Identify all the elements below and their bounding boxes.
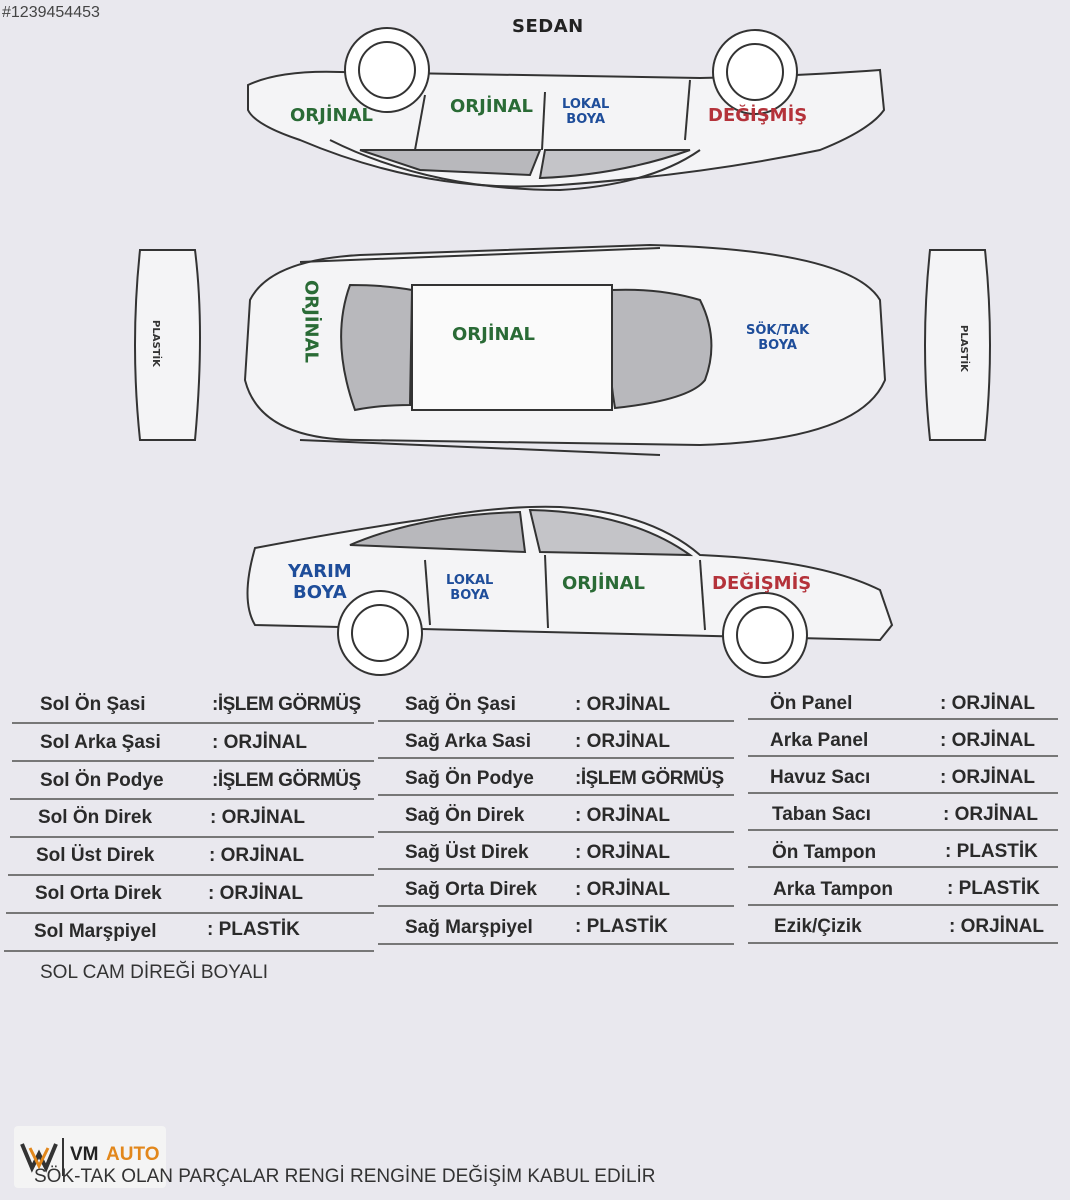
divider: [6, 912, 374, 914]
divider: [748, 866, 1058, 868]
table-row-value: : PLASTİK: [947, 878, 1040, 899]
table-row-value: : ORJİNAL: [575, 842, 670, 863]
divider: [10, 798, 374, 800]
table-row-value: :İŞLEM GÖRMÜŞ: [575, 768, 724, 789]
table-row-name: Ön Tampon: [772, 842, 877, 863]
bottom-front-door-label: ORJİNAL: [562, 573, 646, 594]
logo-brand: VM: [70, 1144, 99, 1165]
table-row-name: Sağ Ön Direk: [405, 805, 525, 826]
table-row-name: Sol Orta Direk: [35, 883, 162, 904]
top-front-fender-label: ORJİNAL: [290, 105, 374, 126]
divider: [8, 874, 374, 876]
divider: [378, 868, 734, 870]
hood-label: ORJİNAL: [300, 280, 322, 364]
divider: [748, 718, 1058, 720]
divider: [378, 720, 734, 722]
table-row-name: Sağ Arka Sasi: [405, 731, 532, 752]
bottom-rear-door-label: [446, 574, 493, 604]
divider: [748, 942, 1058, 944]
table-row-value: : ORJİNAL: [575, 731, 670, 752]
divider: [10, 836, 374, 838]
divider: [748, 755, 1058, 757]
roof-label: ORJİNAL: [452, 324, 536, 345]
table-row-name: Ezik/Çizik: [774, 916, 862, 937]
table-row-value: : ORJİNAL: [575, 805, 670, 826]
table-row-value: : ORJİNAL: [209, 845, 304, 866]
table-row-name: Taban Sacı: [772, 804, 871, 825]
table-row-name: Arka Panel: [770, 730, 869, 751]
divider: [12, 760, 374, 762]
divider: [4, 950, 374, 952]
top-rear-fender-label: DEĞİŞMİŞ: [708, 105, 808, 126]
table-row-value: : ORJİNAL: [940, 730, 1035, 751]
table-row-value: : ORJİNAL: [210, 807, 305, 828]
table-row-value: : ORJİNAL: [575, 694, 670, 715]
bottom-rear-door-line2: BOYA: [450, 587, 490, 603]
table-row-name: Sağ Marşpiyel: [405, 917, 533, 938]
divider: [378, 794, 734, 796]
table-row-name: Sol Marşpiyel: [34, 921, 157, 942]
table-row-name: Sağ Orta Direk: [405, 879, 537, 900]
table-row-name: Sol Ön Şasi: [40, 694, 146, 715]
table-row-name: Sol Ön Podye: [40, 770, 164, 791]
divider: [378, 757, 734, 759]
table-row-name: Sol Üst Direk: [36, 845, 155, 866]
trunk-label: [746, 324, 809, 354]
divider: [378, 943, 734, 945]
table-row-name: Arka Tampon: [773, 879, 894, 900]
listing-id: #1239454453: [2, 4, 100, 21]
note-text: SOL CAM DİREĞİ BOYALI: [40, 962, 269, 983]
divider: [12, 722, 374, 724]
divider: [378, 831, 734, 833]
table-row-name: Havuz Sacı: [770, 767, 871, 788]
table-row-value: : ORJİNAL: [943, 804, 1038, 825]
table-row-value: : ORJİNAL: [208, 883, 303, 904]
top-rear-door-label: [562, 98, 609, 128]
table-row-value: : ORJİNAL: [940, 693, 1035, 714]
diagram-title: SEDAN: [512, 16, 584, 37]
table-row-value: :İŞLEM GÖRMÜŞ: [212, 694, 361, 715]
table-row-value: : ORJİNAL: [940, 767, 1035, 788]
table-row-value: :İŞLEM GÖRMÜŞ: [212, 770, 361, 791]
top-rear-door-line2: BOYA: [566, 111, 606, 127]
top-rear-door-line1: LOKAL: [562, 97, 610, 112]
bottom-rear-door-line1: LOKAL: [446, 573, 494, 588]
front-bumper-label: PLASTİK: [150, 320, 161, 367]
bottom-front-fender-label: DEĞİŞMİŞ: [712, 573, 812, 594]
trunk-line2: BOYA: [758, 337, 797, 353]
table-row-name: Sağ Üst Direk: [405, 842, 529, 863]
footer-text: SÖK-TAK OLAN PARÇALAR RENGİ RENGİNE DEĞİŞİM KABUL EDİLİR: [34, 1166, 656, 1187]
table-row-name: Sağ Ön Podye: [405, 768, 534, 789]
table-row-name: Sağ Ön Şasi: [405, 694, 516, 715]
divider: [748, 904, 1058, 906]
divider: [378, 905, 734, 907]
table-row-value: : PLASTİK: [207, 919, 300, 940]
table-row-value: : ORJİNAL: [949, 916, 1044, 937]
divider: [748, 829, 1058, 831]
table-row-value: : PLASTİK: [575, 916, 668, 937]
logo-brand-accent: AUTO: [106, 1144, 160, 1165]
bottom-rear-fender-line1: YARIM: [288, 561, 352, 582]
rear-bumper-label: PLASTİK: [958, 325, 969, 372]
table-row-value: : PLASTİK: [945, 841, 1038, 862]
top-front-door-label: ORJİNAL: [450, 96, 534, 117]
bottom-rear-fender-line2: BOYA: [293, 581, 347, 603]
table-row-name: Sol Arka Şasi: [40, 732, 161, 753]
trunk-line1: SÖK/TAK: [746, 323, 810, 338]
table-row-value: : ORJİNAL: [212, 732, 307, 753]
table-row-name: Sol Ön Direk: [38, 807, 153, 828]
bottom-rear-fender-label: [288, 562, 352, 603]
table-row-name: Ön Panel: [770, 693, 853, 714]
table-row-value: : ORJİNAL: [575, 879, 670, 900]
divider: [748, 792, 1058, 794]
